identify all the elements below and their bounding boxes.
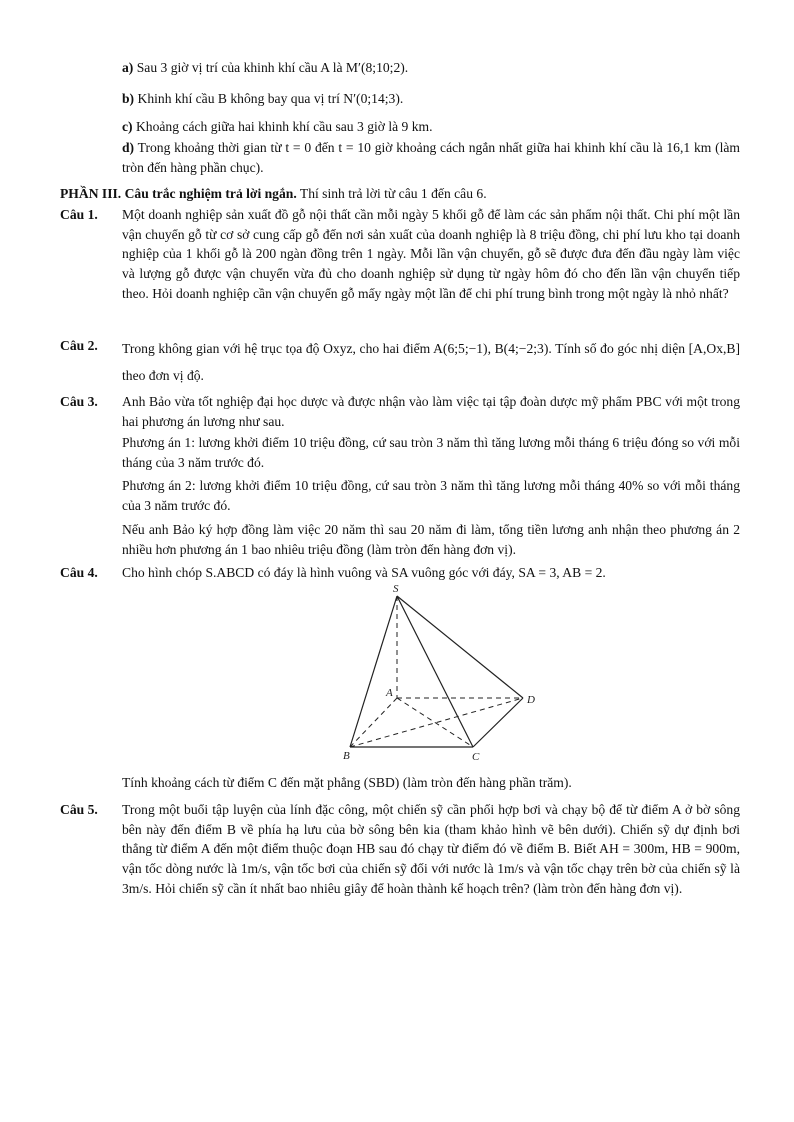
question-text: Một doanh nghiệp sản xuất đồ gỗ nội thất cần mỗi ngày 5 khối gỗ để làm các sản phẩm nội thất. Chi phí một lần vận chuyển gỗ từ cơ sở cung cấp gỗ đến nơi sản xuất của doanh nghiệp là 8 triệu đồng, chi phí lưu kho tại doanh nghiệp của 1 khối gỗ là 200 ngàn đồng trên 1 ngày. Mỗi lần vận chuyển, gỗ sẽ được đưa đến đầu ngày làm việc và lượng gỗ được vận chuyển vừa đủ cho doanh nghiệp sử dụng từ ngày hôm đó cho đến lần vận chuyển tiếp theo. Hỏi doanh nghiệp cần vận chuyển gỗ mấy ngày một lần để chi phí trung bình trong một ngày là nhỏ nhất? [122, 207, 740, 301]
statement-text: Khinh khí cầu B không bay qua vị trí N′(0;14;3). [137, 91, 404, 106]
question-label: Câu 1. [60, 207, 98, 222]
section-instruction: Thí sinh trả lời từ câu 1 đến câu 6. [299, 186, 487, 201]
edge-bd [350, 698, 523, 747]
pyramid-figure [330, 580, 560, 765]
statement-a [122, 58, 740, 78]
question-4-ask: Tính khoảng cách từ điểm C đến mặt phẳng (SBD) (làm tròn đến hàng phần trăm). [122, 775, 572, 790]
question-text: Trong một buổi tập luyện của lính đặc công, một chiến sỹ cần phối hợp bơi và chạy bộ để từ điểm A ở bờ sông bên này đến điểm B về phía hạ lưu của bờ sông bên kia (tham khảo hình vẽ bên dưới). Chiến sỹ dự định bơi thẳng từ điểm A đến một điểm thuộc đoạn HB sau đó chạy từ điểm đó về điểm B. Biết AH = 300m, HB = 900m, vận tốc dòng nước là 1m/s, vận tốc bơi của chiến sỹ đối với nước là 1m/s và vận tốc chạy trên bờ của chiến sỹ là 3m/s. Hỏi chiến sỹ cần ít nhất bao nhiêu giây để hoàn thành kế hoạch trên? (làm tròn đến hàng đơn vị). [122, 802, 740, 896]
statement-text: Trong khoảng thời gian từ t = 0 đến t = 10 giờ khoảng cách ngắn nhất giữa hai khinh khí cầu là 16,1 km (làm tròn đến hàng phần chục). [122, 140, 741, 175]
statement-text: Khoảng cách giữa hai khinh khí cầu sau 3 giờ là 9 km. [135, 119, 433, 134]
section-header [60, 184, 740, 204]
vertex-label-a: A [386, 687, 393, 699]
question-label: Câu 2. [60, 338, 98, 353]
question-label: Câu 3. [60, 394, 98, 409]
statement-label: b) [122, 91, 135, 106]
question-1 [60, 205, 740, 304]
question-2 [60, 336, 740, 389]
question-3 [60, 392, 740, 431]
question-3-ask: Nếu anh Bảo ký hợp đồng làm việc 20 năm thì sau 20 năm đi làm, tổng tiền lương anh nhận theo phương án 2 nhiều hơn phương án 1 bao nhiêu triệu đồng (làm tròn đến hàng đơn vị). [122, 522, 740, 557]
edge-ac [397, 698, 473, 747]
vertex-label-c: C [472, 751, 480, 763]
question-3-option-1: Phương án 1: lương khởi điểm 10 triệu đồng, cứ sau tròn 3 năm thì tăng lương mỗi tháng 6 triệu đóng so với mỗi tháng của 3 năm trước đó. [122, 435, 740, 470]
section-title: PHẦN III. Câu trắc nghiệm trả lời ngắn. [60, 186, 297, 201]
vertex-label-d: D [527, 694, 535, 706]
question-label: Câu 5. [60, 802, 98, 817]
question-label: Câu 4. [60, 565, 98, 580]
statement-label: d) [122, 140, 135, 155]
question-text: Trong không gian với hệ trục tọa độ Oxyz, cho hai điểm A(6;5;−1), B(4;−2;3). Tính số đo góc nhị diện [A,Ox,B] theo đơn vị độ. [122, 341, 740, 383]
statement-text: Sau 3 giờ vị trí của khinh khí cầu A là M′(8;10;2). [136, 60, 409, 75]
statement-label: c) [122, 119, 133, 134]
question-5 [60, 800, 740, 899]
statement-label: a) [122, 60, 134, 75]
question-3-option-2: Phương án 2: lương khởi điểm 10 triệu đồng, cứ sau tròn 3 năm thì tăng lương mỗi tháng 40% so với mỗi tháng của 3 năm trước đó. [122, 478, 740, 513]
statement-c [122, 117, 740, 137]
vertex-label-s: S [393, 583, 399, 595]
question-intro: Anh Bảo vừa tốt nghiệp đại học dược và được nhận vào làm việc tại tập đoàn dược mỹ phẩm PBC với một trong hai phương án lương như sau. [122, 394, 740, 429]
vertex-label-b: B [343, 750, 350, 762]
edge-sc [397, 596, 473, 747]
edge-sd [397, 596, 523, 698]
statement-b [122, 89, 740, 109]
question-text: Cho hình chóp S.ABCD có đáy là hình vuông và SA vuông góc với đáy, SA = 3, AB = 2. [122, 565, 606, 580]
edge-sb [350, 596, 397, 747]
statement-d [122, 138, 740, 177]
